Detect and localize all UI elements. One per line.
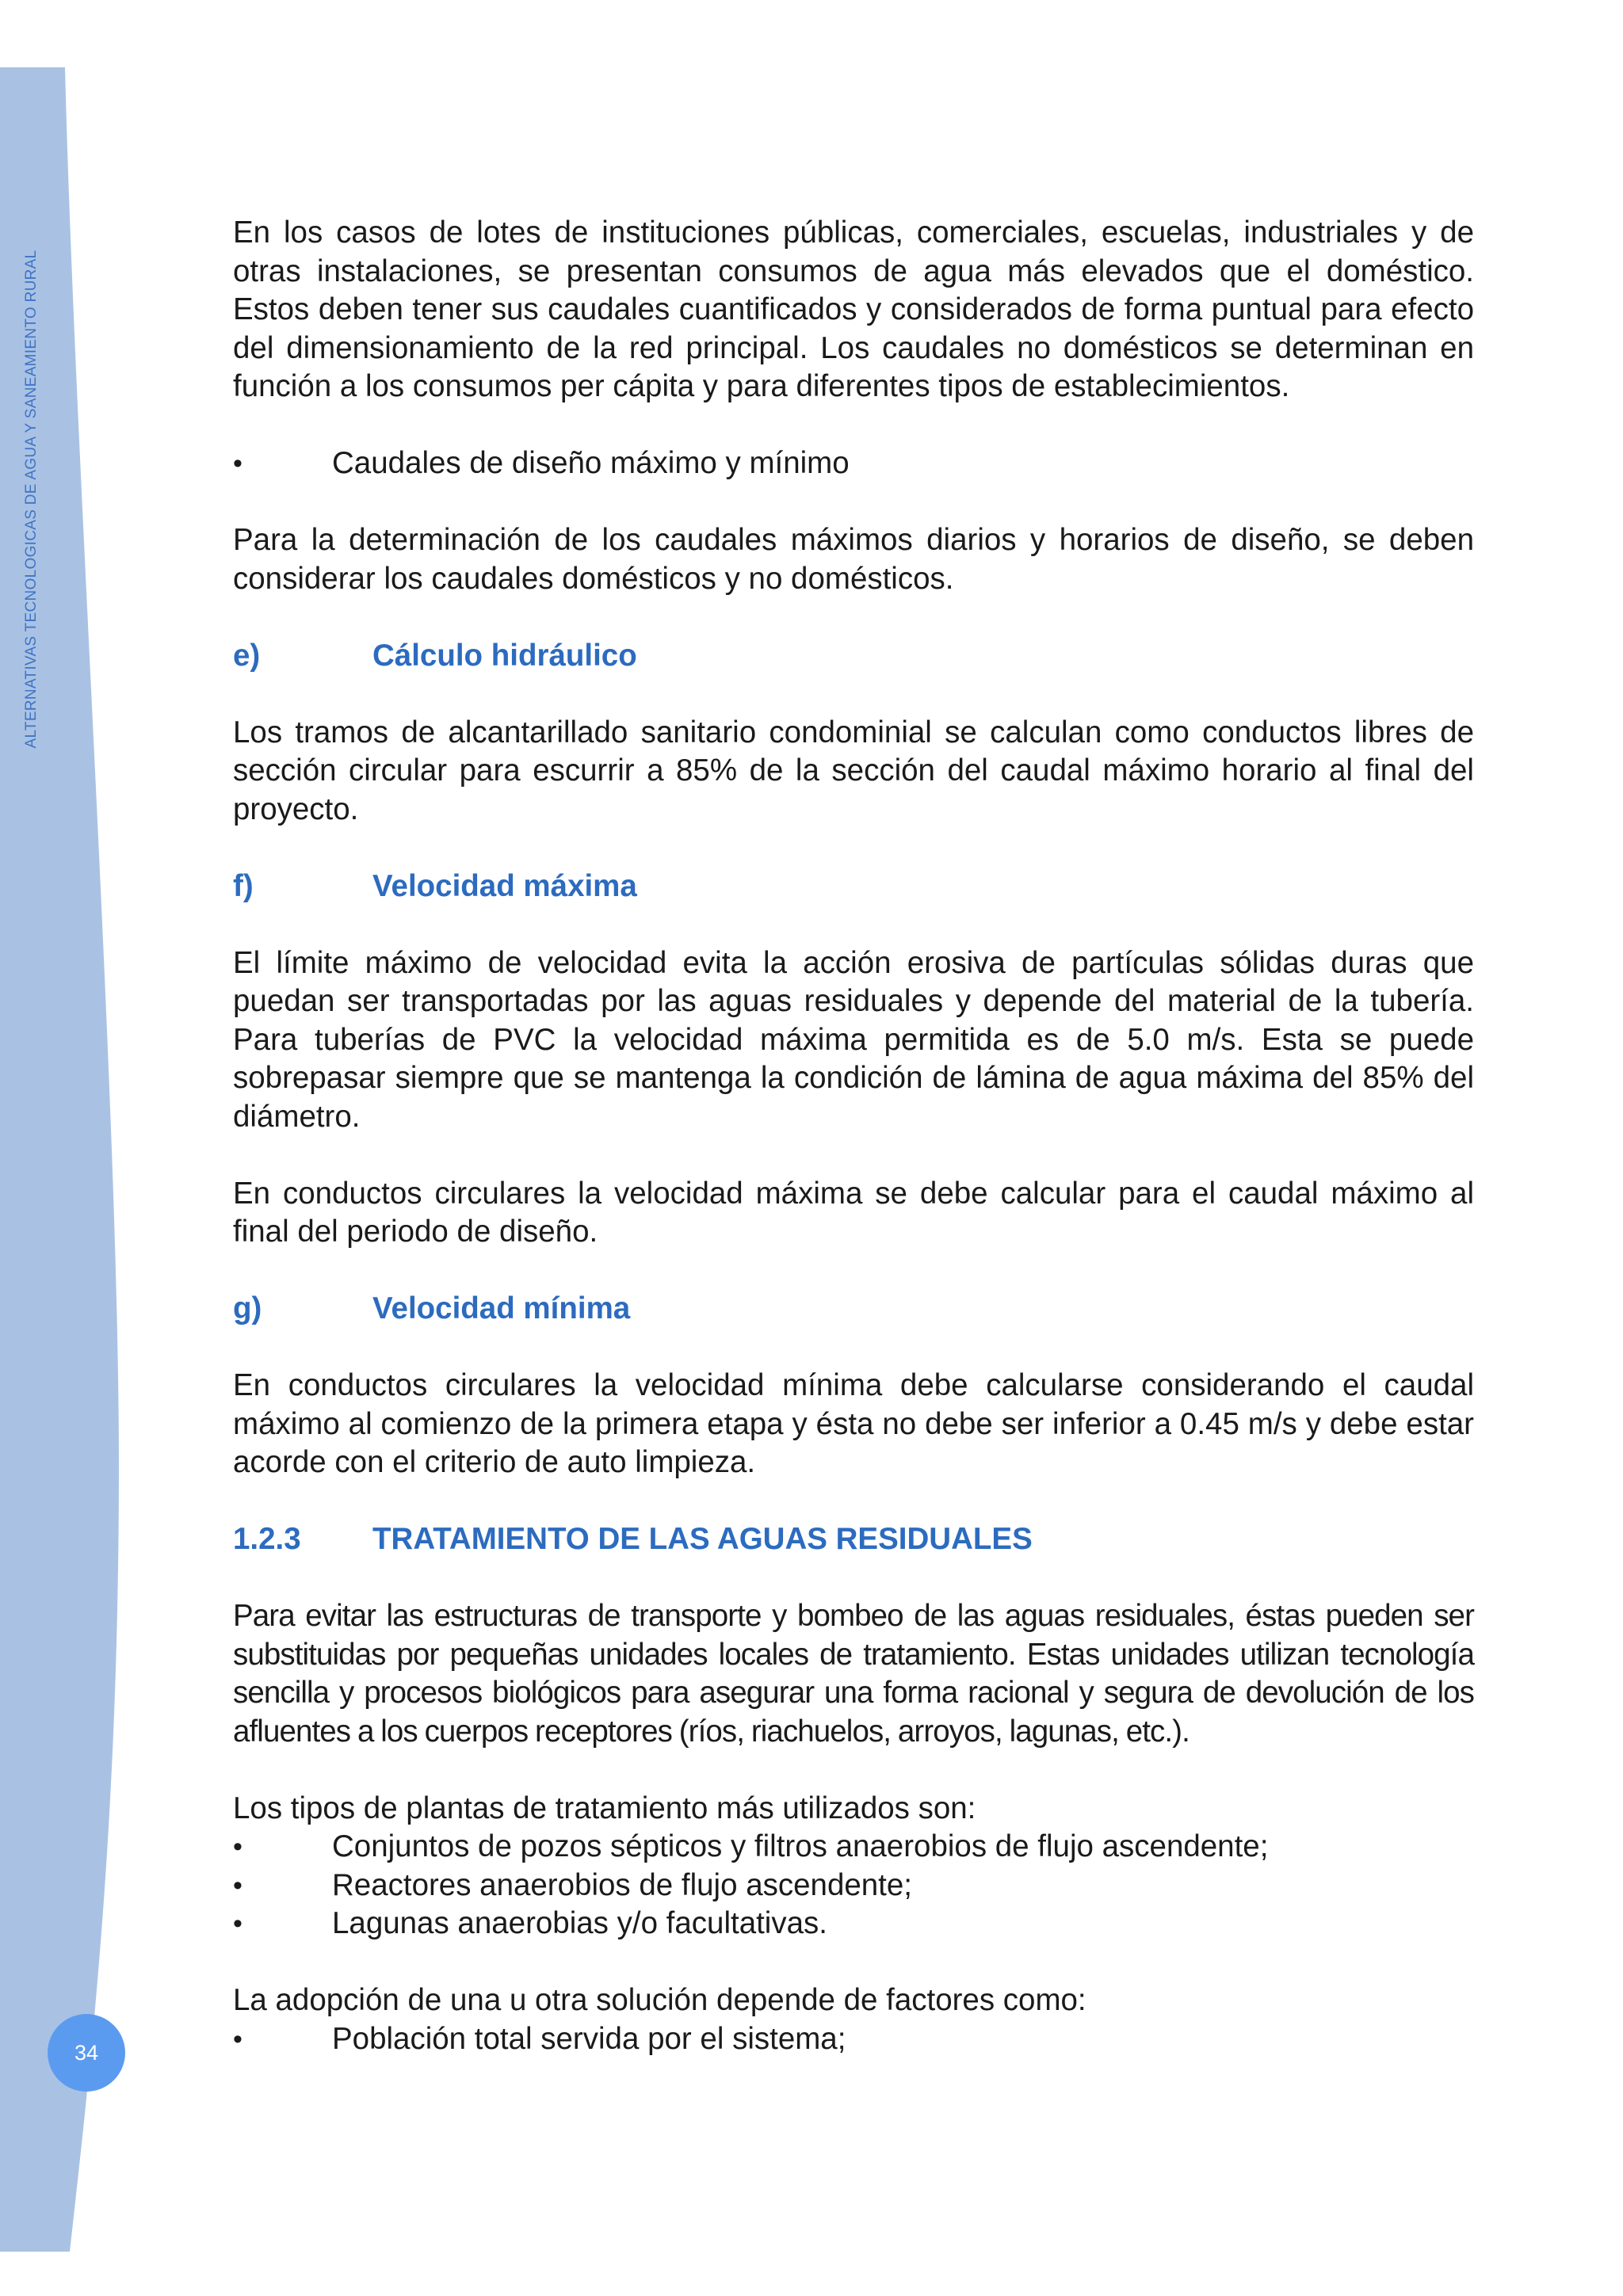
bullet-text: Reactores anaerobios de flujo ascendente; — [332, 1867, 912, 1902]
bullet-icon: • — [233, 1832, 242, 1862]
heading-number: e) — [233, 638, 261, 673]
heading-velocidad-maxima — [233, 868, 1474, 906]
paragraph-plant-types-intro: Los tipos de plantas de tratamiento más utilizados son: — [233, 1791, 976, 1825]
heading-title: Velocidad máxima — [372, 868, 637, 903]
heading-number: f) — [233, 868, 254, 903]
heading-title: TRATAMIENTO DE LAS AGUAS RESIDUALES — [372, 1522, 1033, 1556]
paragraph-design-flows: Para la determinación de los caudales máximos diarios y horarios de diseño, se deben considerar los caudales domésticos y no domésticos. — [233, 523, 1474, 596]
bullet-icon: • — [233, 448, 242, 479]
bullet-item — [233, 1905, 1474, 1943]
paragraph-non-domestic-flows: En los casos de lotes de instituciones públicas, comerciales, escuelas, industriales y de otras instalaciones, se presentan consumos de agua más elevados que el doméstico. Estos deben tener sus caudales cuantificados y considerados de forma puntual para efecto del dimensionamiento de la red principal. Los caudales no domésticos se determinan en función a los consumos per cápita y para diferentes tipos de establecimientos. — [233, 215, 1474, 403]
bullet-item — [233, 1828, 1474, 1867]
bullet-item — [233, 2020, 1474, 2059]
page-content — [233, 214, 1474, 2058]
bullet-icon: • — [233, 1870, 242, 1901]
bullet-text: Caudales de diseño máximo y mínimo — [332, 446, 850, 480]
paragraph-treatment: Para evitar las estructuras de transporte y bombeo de las aguas residuales, éstas pueden ser substituidas por pequeñas unidades locales de tratamiento. Estas unidades utilizan tecnología sencilla y procesos biológicos para asegurar una forma racional y segura de devolución de los afluentes a los cuerpos receptores (ríos, riachuelos, arroyos, lagunas, etc.). — [233, 1599, 1474, 1749]
bullet-icon: • — [233, 2023, 242, 2054]
heading-number: g) — [233, 1291, 262, 1325]
paragraph-hydraulic-calc: Los tramos de alcantarillado sanitario condominial se calculan como conductos libres de sección circular para escurrir a 85% de la sección del caudal máximo horario al final del proyecto. — [233, 715, 1474, 826]
paragraph-factors-intro: La adopción de una u otra solución depende de factores como: — [233, 1983, 1086, 2017]
heading-calculo-hidraulico — [233, 637, 1474, 676]
page-number-badge: 34 — [48, 2014, 125, 2092]
bullet-text: Población total servida por el sistema; — [332, 2021, 846, 2056]
bullet-text: Conjuntos de pozos sépticos y filtros anaerobios de flujo ascendente; — [332, 1829, 1269, 1863]
bullet-item — [233, 1867, 1474, 1905]
bullet-text: Lagunas anaerobias y/o facultativas. — [332, 1906, 827, 1940]
bullet-icon: • — [233, 1909, 242, 1939]
paragraph-max-velocity: El límite máximo de velocidad evita la acción erosiva de partículas sólidas duras que puedan ser transportadas por las aguas residuales y depende del material de la tubería. Para tuberías de PVC la velocidad máxima permitida es de 5.0 m/s. Esta se puede sobrepasar siempre que se mantenga la condición de lámina de agua máxima del 85% del diámetro. — [233, 945, 1474, 1134]
heading-title: Cálculo hidráulico — [372, 638, 637, 673]
heading-title: Velocidad mínima — [372, 1291, 631, 1325]
paragraph-max-velocity-circular: En conductos circulares la velocidad máxima se debe calcular para el caudal máximo al final del periodo de diseño. — [233, 1176, 1474, 1249]
running-header: ALTERNATIVAS TECNOLOGICAS DE AGUA Y SANEAMIENTO RURAL — [23, 250, 40, 749]
heading-number: 1.2.3 — [233, 1522, 301, 1556]
bullet-item — [233, 444, 1474, 483]
heading-tratamiento — [233, 1520, 1474, 1559]
heading-velocidad-minima — [233, 1290, 1474, 1329]
paragraph-min-velocity: En conductos circulares la velocidad mínima debe calcularse considerando el caudal máximo al comienzo de la primera etapa y ésta no debe ser inferior a 0.45 m/s y debe estar acorde con el criterio de auto limpieza. — [233, 1368, 1474, 1479]
